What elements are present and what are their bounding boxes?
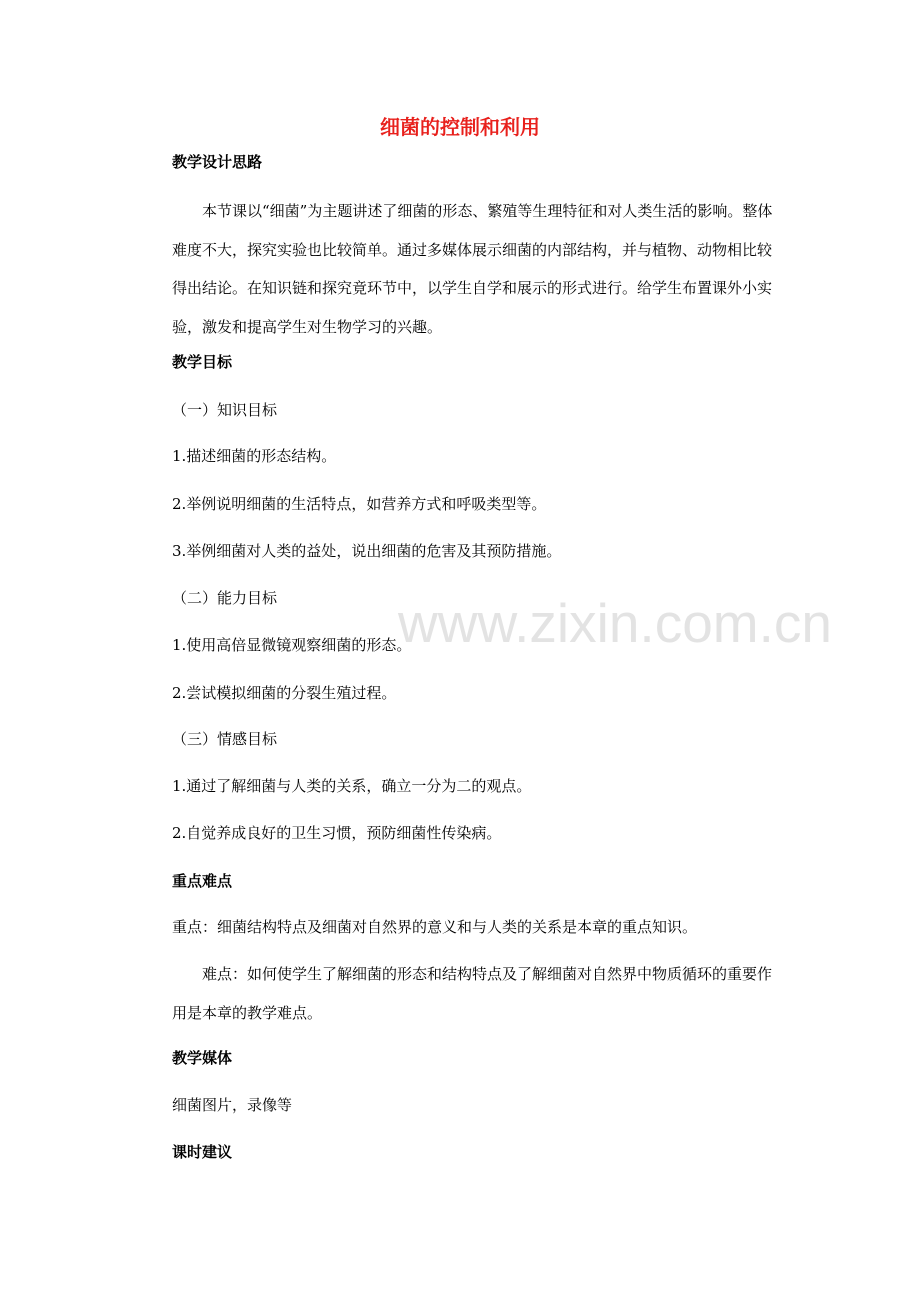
design-paragraph <box>172 192 784 346</box>
design-paragraph-text: 本节课以“细菌”为主题讲述了细菌的形态、繁殖等生理特征和对人类生活的影响。整体难度不大，探究实验也比较简单。通过多媒体展示细菌的内部结构，并与植物、动物相比较得出结论。在知识链和探究竟环节中，以学生自学和展示的形式进行。给学生布置课外小实验，激发和提高学生对生物学习的兴趣。 <box>172 202 773 336</box>
key-point-text: 重点：细菌结构特点及细菌对自然界的意义和与人类的关系是本章的重点知识。 <box>172 918 698 936</box>
subheading-emotion: （三）情感目标 <box>172 730 278 748</box>
media-text: 细菌图片，录像等 <box>172 1096 293 1114</box>
emotion-item-2: 2.自觉养成良好的卫生习惯，预防细菌性传染病。 <box>172 824 502 842</box>
subheading-knowledge: （一）知识目标 <box>172 401 278 419</box>
document-title: 细菌的控制和利用 <box>380 115 540 139</box>
emotion-item-1: 1.通过了解细菌与人类的关系，确立一分为二的观点。 <box>172 777 532 795</box>
difficult-point-text: 难点：如何使学生了解细菌的形态和结构特点及了解细菌对自然界中物质循环的重要作用是本章的教学难点。 <box>172 965 773 1022</box>
subheading-ability: （二）能力目标 <box>172 589 278 607</box>
heading-key-points: 重点难点 <box>172 872 233 890</box>
knowledge-item-2: 2.举例说明细菌的生活特点，如营养方式和呼吸类型等。 <box>172 495 547 513</box>
ability-item-2: 2.尝试模拟细菌的分裂生殖过程。 <box>172 684 397 702</box>
watermark: www.zixin.com.cn <box>398 592 832 654</box>
heading-design: 教学设计思路 <box>172 153 263 171</box>
heading-media: 教学媒体 <box>172 1049 233 1067</box>
ability-item-1: 1.使用高倍显微镜观察细菌的形态。 <box>172 636 412 654</box>
heading-hours: 课时建议 <box>172 1143 233 1161</box>
heading-goals: 教学目标 <box>172 353 233 371</box>
knowledge-item-1: 1.描述细菌的形态结构。 <box>172 447 337 465</box>
difficult-point-paragraph <box>172 955 784 1032</box>
knowledge-item-3: 3.举例细菌对人类的益处，说出细菌的危害及其预防措施。 <box>172 542 562 560</box>
